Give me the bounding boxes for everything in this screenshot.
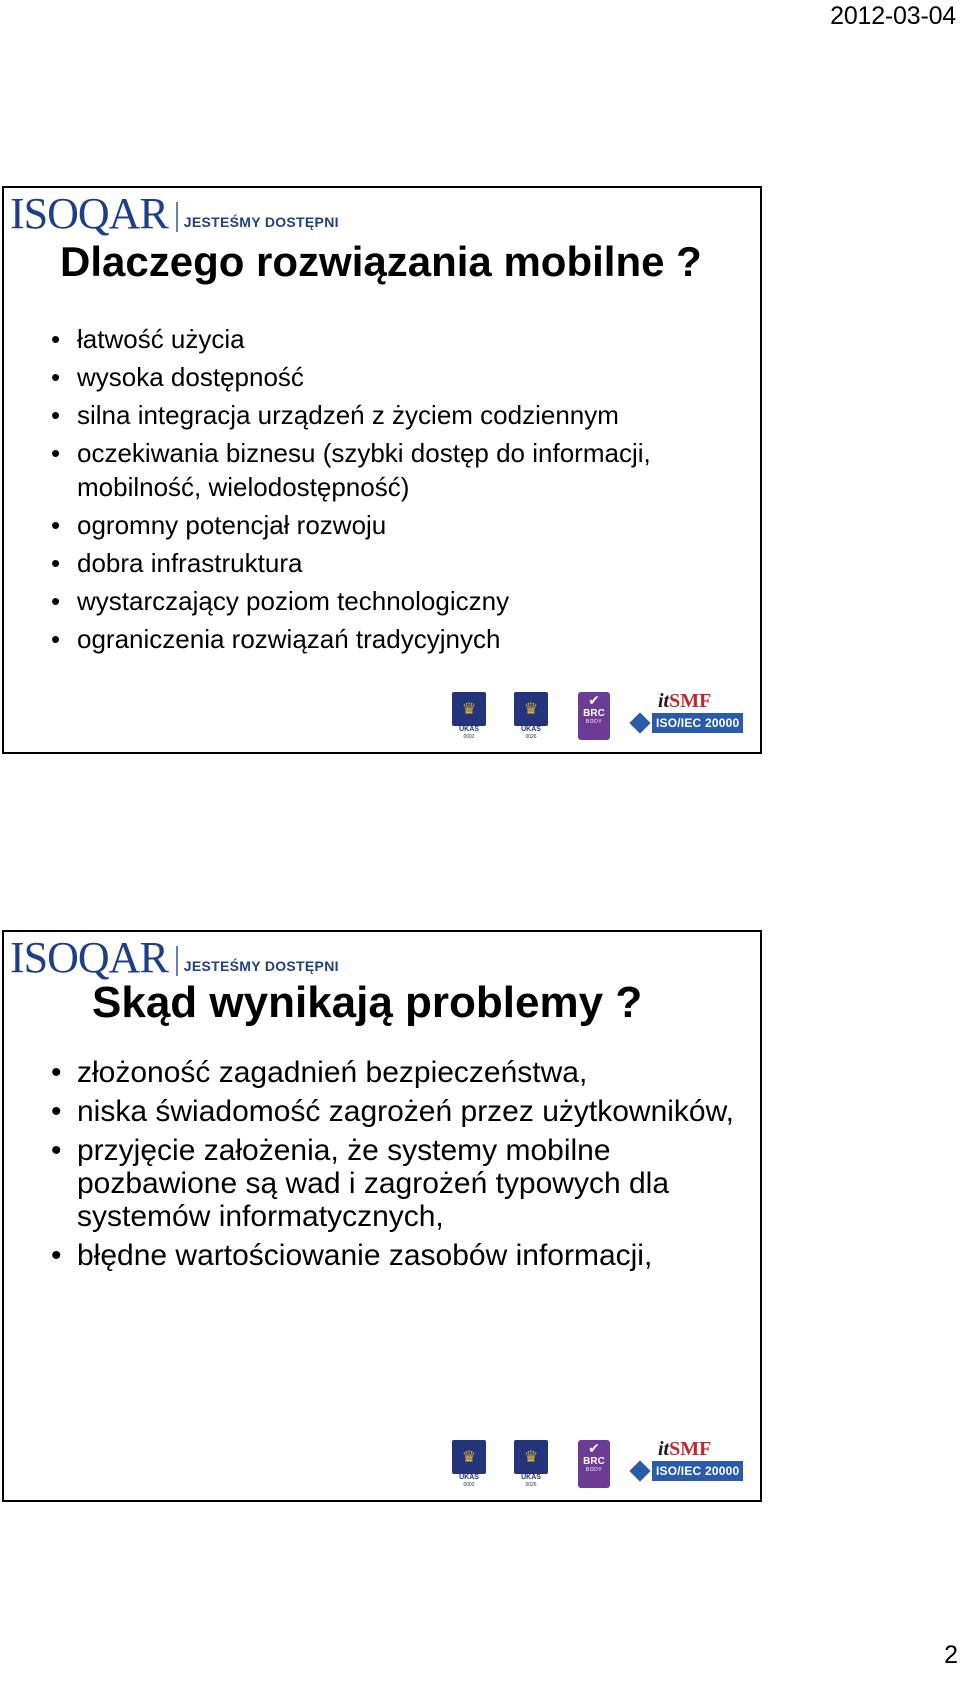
- ukas-badge: [514, 692, 548, 742]
- check-icon: ✔: [588, 1440, 600, 1456]
- ukas-number: 0026: [525, 734, 537, 740]
- ukas-label: UKAS: [459, 1474, 479, 1481]
- brc-badge: [578, 1440, 610, 1488]
- itsmf-wordmark: itSMF: [658, 1438, 712, 1460]
- list-item: • ogromny potencjał rozwoju: [48, 508, 748, 542]
- slide-title: Dlaczego rozwiązania mobilne ?: [60, 238, 702, 285]
- bullet-list: [48, 1056, 748, 1278]
- itsmf-wordmark: itSMF: [658, 690, 712, 712]
- list-item: • silna integracja urządzeń z życiem codziennym: [48, 398, 748, 432]
- ukas-number: 0002: [463, 1482, 475, 1488]
- iso-banner: [630, 712, 744, 734]
- brc-label: BRC: [583, 708, 605, 719]
- diamond-icon: [629, 712, 650, 733]
- brc-sub-label: BODY: [585, 719, 603, 725]
- logo-tagline: JESTEŚMY DOSTĘPNI: [183, 214, 339, 230]
- ukas-label: UKAS: [459, 726, 479, 733]
- certification-logos: [452, 1438, 752, 1494]
- list-item: • wystarczający poziom technologiczny: [48, 584, 748, 618]
- itsmf-iso20000-badge: [630, 1438, 746, 1488]
- slide-title: Skąd wynikają problemy ?: [92, 978, 643, 1027]
- isoqar-logo: [10, 189, 339, 238]
- check-icon: ✔: [588, 692, 600, 708]
- crown-icon: ♛: [514, 1440, 548, 1474]
- isoqar-wordmark: ISOQAR: [10, 933, 168, 982]
- isoqar-wordmark: ISOQAR: [10, 189, 168, 238]
- list-item: • dobra infrastruktura: [48, 546, 748, 580]
- logo-divider: [176, 946, 178, 976]
- list-item: • złożoność zagadnień bezpieczeństwa,: [48, 1056, 748, 1089]
- brc-badge: [578, 692, 610, 740]
- list-item: • łatwość użycia: [48, 322, 748, 356]
- brc-sub-label: BODY: [585, 1467, 603, 1473]
- iso-label: ISO/IEC 20000: [652, 713, 743, 733]
- logo-divider: [176, 202, 178, 232]
- list-item: • ograniczenia rozwiązań tradycyjnych: [48, 622, 748, 656]
- list-item: • niska świadomość zagrożeń przez użytkowników,: [48, 1095, 748, 1128]
- list-item: • wysoka dostępność: [48, 360, 748, 394]
- brc-label: BRC: [583, 1456, 605, 1467]
- ukas-label: UKAS: [521, 1474, 541, 1481]
- bullet-list: [48, 322, 748, 660]
- crown-icon: ♛: [452, 1440, 486, 1474]
- ukas-number: 0002: [463, 734, 475, 740]
- iso-label: ISO/IEC 20000: [652, 1461, 743, 1481]
- page-date: 2012-03-04: [830, 2, 956, 30]
- list-item: • błędne wartościowanie zasobów informacji,: [48, 1239, 748, 1272]
- list-item: • oczekiwania biznesu (szybki dostęp do informacji, mobilność, wielodostępność): [48, 436, 748, 504]
- ukas-badge: [452, 692, 486, 742]
- itsmf-iso20000-badge: [630, 690, 746, 740]
- isoqar-logo: [10, 933, 339, 982]
- iso-banner: [630, 1460, 744, 1482]
- certification-logos: [452, 690, 752, 746]
- page-number: 2: [944, 1641, 958, 1669]
- logo-tagline: JESTEŚMY DOSTĘPNI: [183, 958, 339, 974]
- ukas-badge: [452, 1440, 486, 1490]
- ukas-badge: [514, 1440, 548, 1490]
- slide-1: [2, 186, 762, 754]
- ukas-number: 0026: [525, 1482, 537, 1488]
- list-item: • przyjęcie założenia, że systemy mobilne pozbawione są wad i zagrożeń typowych dla systemów informatycznych,: [48, 1134, 748, 1233]
- diamond-icon: [629, 1460, 650, 1481]
- slide-2: [2, 930, 762, 1502]
- ukas-label: UKAS: [521, 726, 541, 733]
- crown-icon: ♛: [452, 692, 486, 726]
- crown-icon: ♛: [514, 692, 548, 726]
